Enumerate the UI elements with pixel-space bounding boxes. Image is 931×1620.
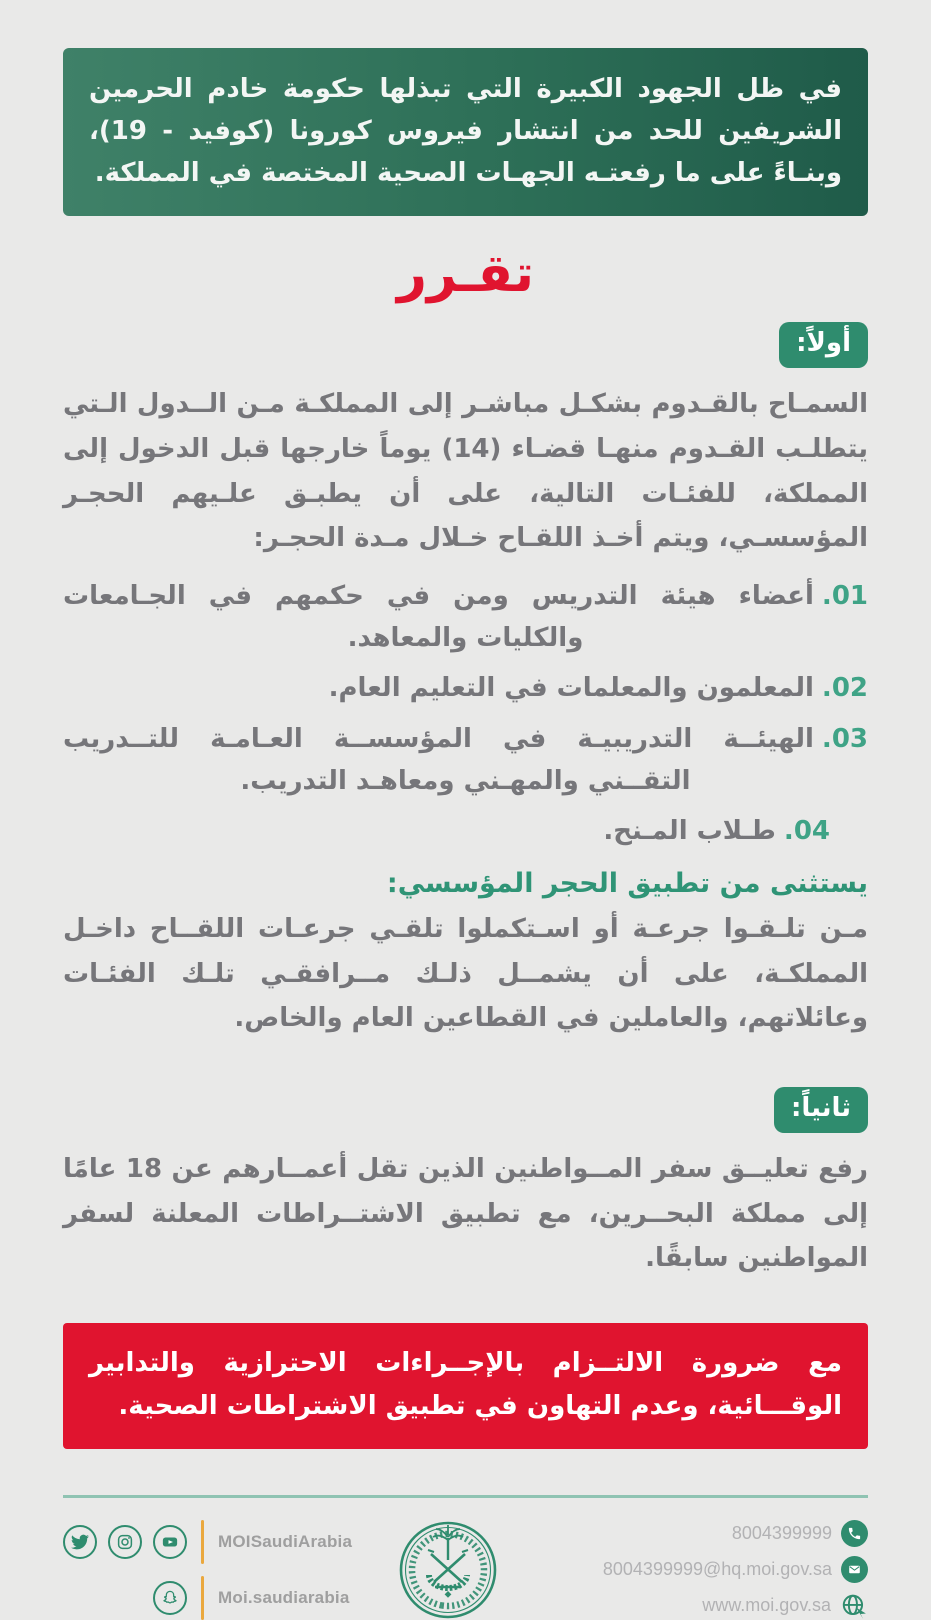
phone-number: 8004399999: [731, 1522, 832, 1543]
list-item: [63, 575, 868, 659]
list-number: 03.: [821, 723, 868, 754]
section-one-badge: أولاً:: [779, 322, 868, 368]
footer-divider: [63, 1495, 868, 1498]
instagram-icon: [108, 1525, 142, 1559]
section-two-badge-row: [63, 1087, 868, 1133]
page-title: تقـرر: [396, 244, 534, 305]
footer: [63, 1520, 868, 1620]
website-url: www.moi.gov.sa: [702, 1595, 831, 1616]
section-two-badge: ثانياً:: [774, 1087, 868, 1133]
snapchat-icon: [153, 1581, 187, 1615]
list-number: 02.: [821, 673, 868, 704]
social-icons-row2: [63, 1581, 187, 1615]
divider-bar: [201, 1520, 204, 1564]
phone-icon: [841, 1520, 868, 1547]
warning-banner: [63, 1323, 868, 1449]
list-item-text: طـلاب المـنح.: [603, 815, 776, 846]
list-item-text: أعضاء هيئة التدريس ومن في حكمهم في الجـامعات والكليات والمعاهد.: [63, 581, 814, 654]
contact-row-website: [702, 1592, 868, 1620]
moi-emblem-logo: [398, 1520, 498, 1620]
contact-row-phone: [732, 1520, 868, 1547]
social-icons-row1: [63, 1525, 187, 1559]
section-one-intro: السمـاح بالقـدوم بشكـل مباشـر إلى المملكـة مـن الــدول الـتي يتطلـب القـدوم منهـا قضـاء (14) يوماً خارجها قبل الدخول إلى المملكة، للفئـات التالية، على أن يطبـق علـيهم الحجـر المؤسسـي، ويتم أخـذ اللقـاح خـلال مـدة الحجـر:: [63, 389, 868, 554]
intro-banner-text: في ظل الجهود الكبيرة التي تبذلها حكومة خادم الحرمين الشريفين للحد من انتشار فيروس كورونا (كوفيد - 19)، وبنـاءً على ما رفعتـه الجهـات الصحية المختصة في المملكة.: [89, 74, 842, 189]
section-two-text: رفع تعليــق سفر المــواطنين الذين تقل أعمــارهم عن 18 عامًا إلى مملكة البحــرين، مع تطبيق الاشتــراطات المعلنة لسفر المواطنين سابقًا.: [63, 1154, 868, 1274]
social-block: [63, 1520, 352, 1620]
email-icon: [841, 1556, 868, 1583]
list-item-text: الهيئــة التدريبيـة في المؤسســة العـامـة للتــدريب التقــني والمهـني ومعاهـد التدريب.: [63, 723, 814, 796]
contact-block: [603, 1520, 868, 1620]
intro-banner: [63, 48, 868, 216]
social-handle-snapchat: Moi.saudiarabia: [218, 1587, 350, 1607]
contact-row-email: [603, 1556, 868, 1583]
twitter-icon: [63, 1525, 97, 1559]
divider-bar: [201, 1576, 204, 1620]
list-number: 04.: [783, 815, 830, 846]
exception-text: مـن تلـقـوا جرعـة أو اسـتكملوا تلقـي جرعـات اللقــاح داخـل المملكـة، على أن يشمــل ذلـك مــرافقـي تلـك الفئـات وعائلاتهم، والعاملين في القطاعين العام والخاص.: [63, 913, 868, 1034]
social-handle-main: MOISaudiArabia: [218, 1531, 353, 1551]
exception-heading: يستثنى من تطبيق الحجر المؤسسي:: [386, 867, 868, 899]
section-one-badge-row: [63, 322, 868, 368]
list-item: [63, 667, 868, 709]
categories-list: [63, 575, 868, 852]
warning-banner-text: مع ضرورة الالتــزام بالإجــراءات الاحترازية والتدابير الوقـــائية، وعدم التهاون في تطبيق الاشتراطات الصحية.: [89, 1348, 842, 1422]
email-address: 8004399999@hq.moi.gov.sa: [602, 1558, 832, 1579]
list-number: 01.: [821, 581, 868, 612]
list-item: [63, 810, 868, 852]
youtube-icon: [153, 1525, 187, 1559]
list-item-text: المعلمون والمعلمات في التعليم العام.: [328, 673, 814, 704]
globe-icon: [840, 1592, 868, 1620]
list-item: [63, 718, 868, 802]
